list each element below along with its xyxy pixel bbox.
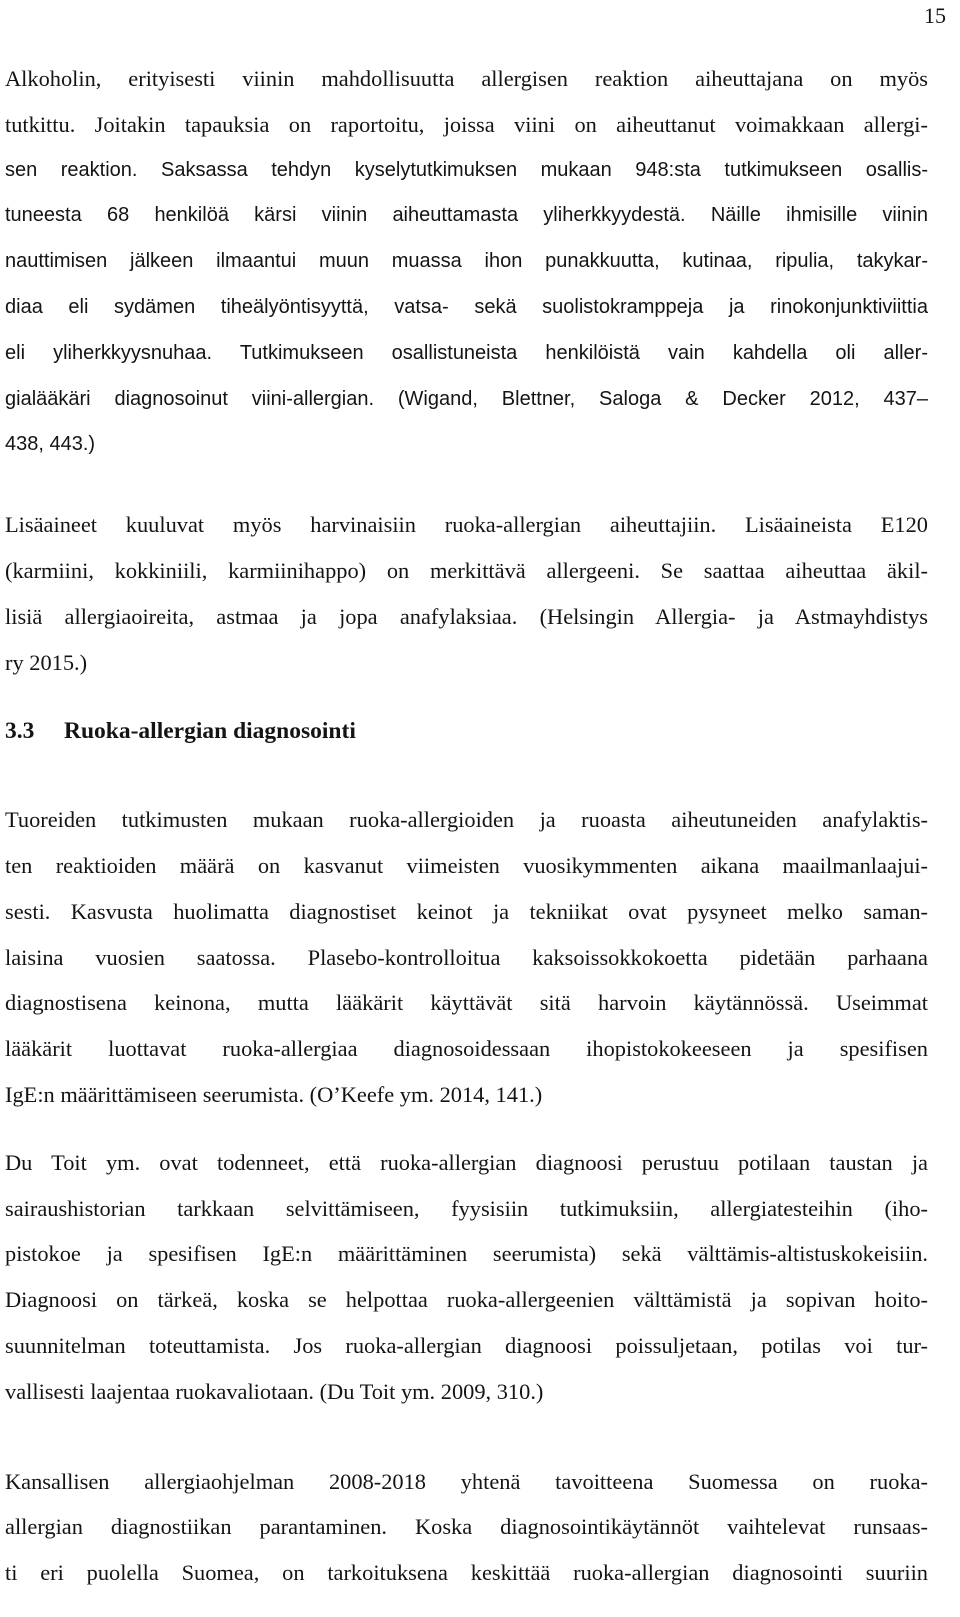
- text-line: sesti. Kasvusta huolimatta diagnostiset keinot ja tekniikat ovat pysyneet melko saman-: [5, 898, 928, 924]
- paragraph-du-toit: [5, 1140, 928, 1415]
- section-title: Ruoka-allergian diagnosointi: [64, 718, 356, 745]
- text-line: allergian diagnostiikan parantaminen. Koska diagnosointikäytännöt vaihtelevat runsaas-: [5, 1514, 928, 1540]
- text-line: Alkoholin, erityisesti viinin mahdollisuutta allergisen reaktion aiheuttajana on myös: [5, 66, 928, 91]
- text-line: gialääkäri diagnosoinut viini-allergian. (Wigand, Blettner, Saloga & Decker 2012, 437–: [5, 387, 928, 410]
- text-line: 438, 443.): [5, 433, 96, 456]
- text-line: sairaushistorian tarkkaan selvittämiseen, fyysisiin tutkimuksiin, allergiatesteihin (iho-: [5, 1195, 928, 1221]
- section-number: 3.3: [5, 718, 35, 745]
- paragraph-diagnostic-trends: [5, 797, 928, 1118]
- text-line: ry 2015.): [5, 649, 88, 675]
- text-line: laisina vuosien saatossa. Plasebo-kontrolloitua kaksoissokkokoetta pidetään parhaana: [5, 944, 928, 970]
- text-line: diaa eli sydämen tiheälyöntisyyttä, vatsa- sekä suolistokramppeja ja rinokonjunktiviittia: [5, 295, 928, 318]
- text-line: (karmiini, kokkiniili, karmiinihappo) on merkittävä allergeeni. Se saattaa aiheuttaa äkil-: [5, 557, 928, 583]
- page-number: 15: [924, 3, 946, 28]
- text-line: diagnostisena keinona, mutta lääkärit käyttävät sitä harvoin käytännössä. Useimmat: [5, 990, 928, 1016]
- text-line: Kansallisen allergiaohjelman 2008-2018 yhtenä tavoitteena Suomessa on ruoka-: [5, 1468, 928, 1494]
- paragraph-wine-allergy: [5, 56, 928, 468]
- text-line: tuneesta 68 henkilöä kärsi viinin aiheuttamasta yliherkkyydestä. Näille ihmisille viinin: [5, 204, 928, 227]
- text-line: ten reaktioiden määrä on kasvanut viimeisten vuosikymmenten aikana maailmanlaajui-: [5, 852, 928, 878]
- text-line: Diagnoosi on tärkeä, koska se helpottaa ruoka-allergeenien välttämistä ja sopivan hoito-: [5, 1287, 928, 1313]
- text-line: sen reaktion. Saksassa tehdyn kyselytutkimuksen mukaan 948:sta tutkimukseen osallis-: [5, 158, 928, 181]
- text-line: nauttimisen jälkeen ilmaantui muun muassa ihon punakkuutta, kutinaa, ripulia, takykar-: [5, 250, 928, 273]
- text-line: vallisesti laajentaa ruokavaliotaan. (Du Toit ym. 2009, 310.): [5, 1378, 544, 1404]
- text-line: tutkittu. Joitakin tapauksia on raportoitu, joissa viini on aiheuttanut voimakkaan allergi-: [5, 111, 928, 137]
- paragraph-additives: [5, 502, 928, 685]
- text-line: Tuoreiden tutkimusten mukaan ruoka-allergioiden ja ruoasta aiheutuneiden anafylaktis-: [5, 807, 928, 833]
- text-line: lisiä allergiaoireita, astmaa ja jopa anafylaksiaa. (Helsingin Allergia- ja Astmayhdistys: [5, 603, 928, 629]
- text-line: suunnitelman toteuttamista. Jos ruoka-allergian diagnoosi poissuljetaan, potilas voi tur-: [5, 1332, 928, 1358]
- text-line: ti eri puolella Suomea, on tarkoituksena keskittää ruoka-allergian diagnosointi suuriin: [5, 1560, 928, 1586]
- section-heading: [5, 709, 928, 755]
- paragraph-national-program: [5, 1459, 928, 1596]
- text-line: pistokoe ja spesifisen IgE:n määrittäminen seerumista) sekä välttämis-altistuskokeisiin.: [5, 1241, 928, 1267]
- text-line: Lisäaineet kuuluvat myös harvinaisiin ruoka-allergian aiheuttajiin. Lisäaineista E120: [5, 512, 928, 538]
- text-line: eli yliherkkyysnuhaa. Tutkimukseen osallistuneista henkilöistä vain kahdella oli aller-: [5, 341, 928, 364]
- text-line: Du Toit ym. ovat todenneet, että ruoka-allergian diagnoosi perustuu potilaan taustan ja: [5, 1149, 928, 1175]
- text-line: lääkärit luottavat ruoka-allergiaa diagnosoidessaan ihopistokokeeseen ja spesifisen: [5, 1036, 928, 1062]
- text-line: IgE:n määrittämiseen seerumista. (O’Keefe ym. 2014, 141.): [5, 1081, 543, 1107]
- document-body: [5, 56, 928, 1596]
